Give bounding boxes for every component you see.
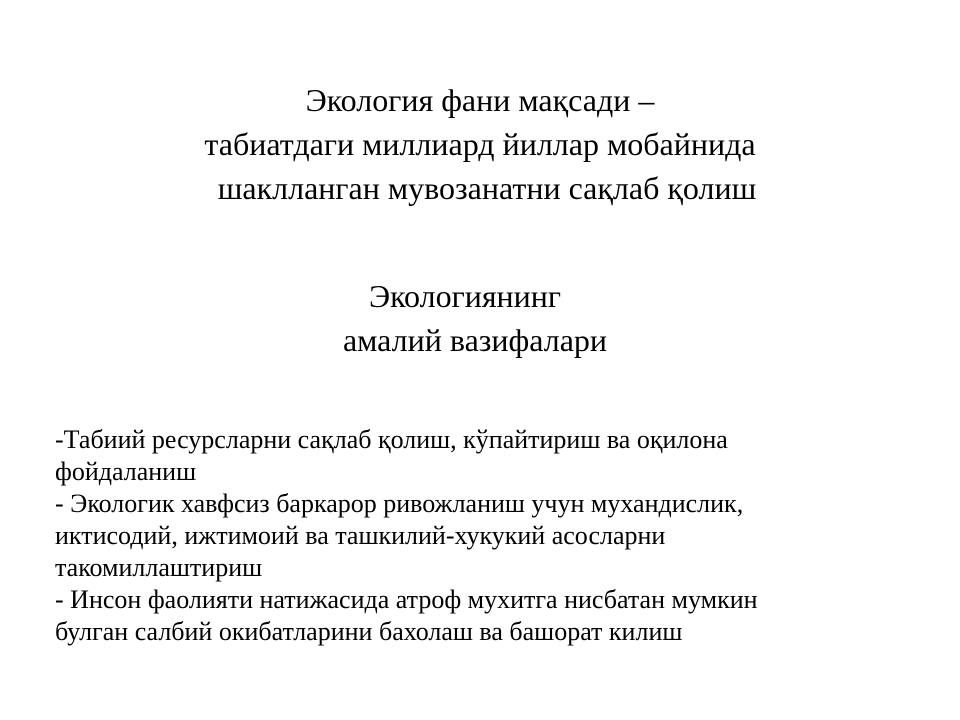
title-line: шаклланган мувозанатни сақлаб қолиш (217, 170, 757, 206)
list-item-line: иктисодий, ижтимоий ва ташкилий-хукукий асосларни (55, 521, 666, 550)
list-item (55, 584, 935, 648)
slide-title (0, 78, 960, 210)
list-dash: - (55, 425, 64, 454)
list-item-line (55, 584, 935, 616)
tasks-list (55, 424, 935, 648)
list-item-line: такомиллаштириш (55, 553, 263, 582)
list-item-text: Экологик хавфсиз баркарор ривожланиш учун мухандислик, (63, 489, 744, 518)
list-item-text: Инсон фаолияти натижасида атроф мухитга нисбатан мумкин (63, 585, 758, 614)
list-item-line (55, 424, 935, 456)
list-dash: - (55, 489, 64, 518)
slide-subtitle (0, 274, 960, 362)
list-item-line: булган салбий окибатларини бахолаш ва башорат килиш (55, 617, 683, 646)
title-line: Экология фани мақсади – (305, 82, 655, 118)
list-item-line: фойдаланиш (55, 457, 197, 486)
subtitle-line: Экологиянинг (368, 278, 562, 314)
subtitle-line: амалий вазифалари (342, 322, 608, 358)
list-dash: - (55, 585, 64, 614)
title-line: табиатдаги миллиард йиллар мобайнида (204, 126, 756, 162)
list-item-text: Табиий ресурсларни сақлаб қолиш, кўпайтириш ва оқилона (63, 425, 728, 454)
list-item (55, 424, 935, 488)
list-item-line (55, 488, 935, 520)
list-item (55, 488, 935, 584)
